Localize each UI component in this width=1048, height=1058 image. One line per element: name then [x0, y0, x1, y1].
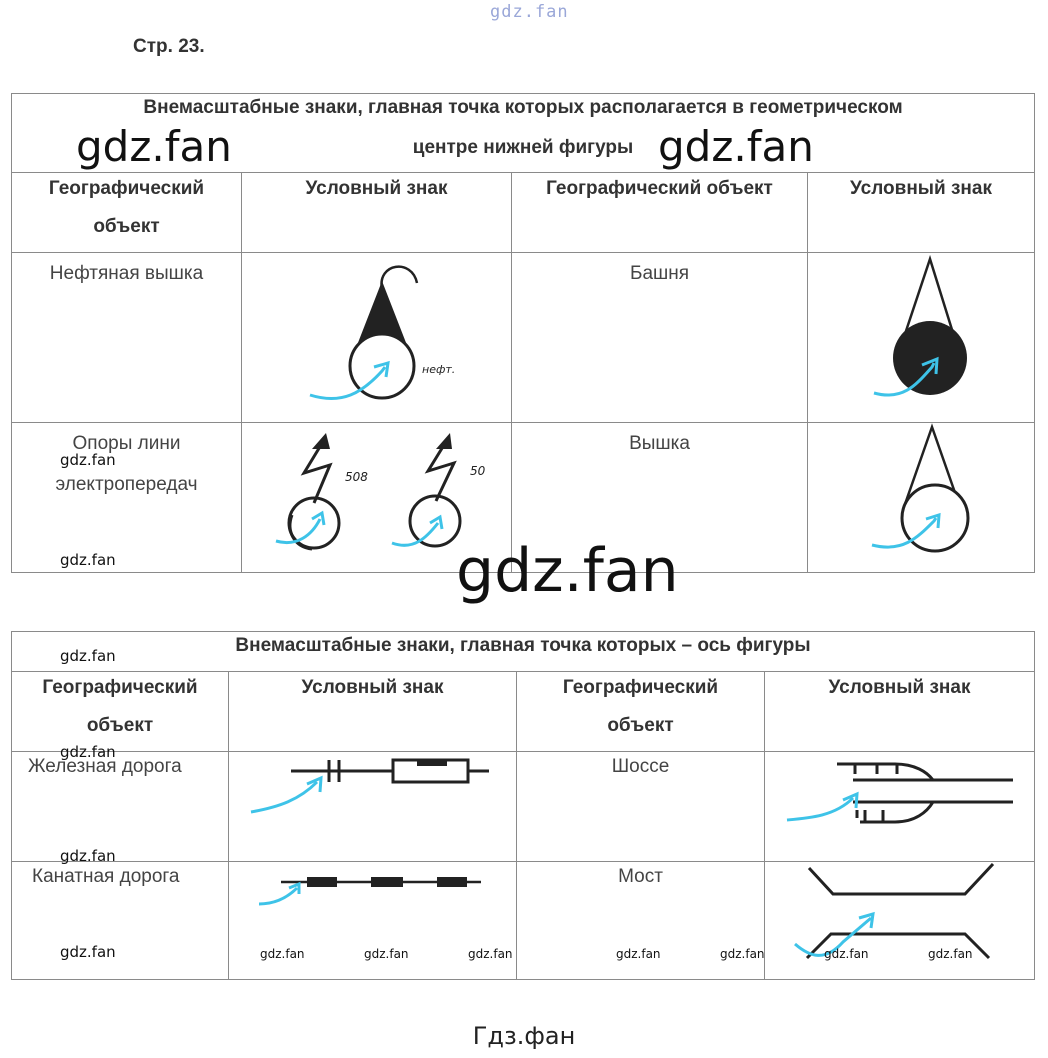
tower-symbol-cell [808, 253, 1035, 423]
table2-caption-text: Внемасштабные знаки, главная точка которых – ось фигуры [235, 635, 811, 656]
pylon-label-b: 50 [470, 464, 486, 478]
row-oil-rig-name [12, 253, 242, 423]
bridge-symbol [765, 862, 1035, 980]
header-object-line1: Географический [42, 677, 198, 698]
watermark: gdz.fan [468, 947, 513, 961]
watchtower-symbol-cell [808, 423, 1035, 573]
object-name-line1: Опоры лини [72, 433, 181, 454]
footer-text: Гдз.фан [472, 1022, 576, 1050]
row-bridge-name [517, 862, 765, 980]
cableway-symbol [229, 862, 517, 980]
watchtower-symbol [808, 423, 1035, 573]
railway-symbol [229, 752, 517, 862]
oil-label: нефт. [422, 363, 456, 376]
row-highway-name [517, 752, 765, 862]
watermark: gdz.fan [824, 947, 869, 961]
watermark: gdz.fan [60, 943, 116, 961]
table2-header-symbol-left [229, 672, 517, 752]
table1-caption-line2: центре нижней фигуры [412, 137, 634, 158]
watermark: gdz.fan [658, 122, 814, 171]
page-label: Стр. 23. [133, 36, 205, 57]
bridge-symbol-cell [765, 862, 1035, 980]
table2-header-object-left [12, 672, 229, 752]
table1-header-symbol-left [242, 173, 512, 253]
watermark: gdz.fan [260, 947, 305, 961]
object-name: Нефтяная вышка [49, 263, 204, 284]
watermark: gdz.fan [60, 743, 116, 761]
table1-caption-line1: Внемасштабные знаки, главная точка которых располагается в геометрическом [143, 97, 903, 118]
watermark: gdz.fan [76, 122, 232, 171]
oil-rig-symbol-cell [242, 253, 512, 423]
object-name: Башня [629, 263, 690, 284]
row-cableway-name [12, 862, 229, 980]
watermark: gdz.fan [364, 947, 409, 961]
table2-header-symbol-right [765, 672, 1035, 752]
tower-symbol [808, 253, 1035, 423]
table2-header-object-right [517, 672, 765, 752]
highway-symbol-cell [765, 752, 1035, 862]
header-object-full: Географический объект [546, 178, 773, 199]
object-name: Вышка [629, 433, 690, 454]
table2-caption [12, 632, 1035, 672]
header-symbol: Условный знак [305, 178, 448, 199]
watermark: gdz.fan [456, 536, 679, 606]
header-symbol: Условный знак [828, 677, 971, 698]
row-power-line-name [12, 423, 242, 573]
object-name-line2: электропередач [55, 474, 198, 495]
object-name: Канатная дорога [32, 866, 180, 887]
watermark: gdz.fan [616, 947, 661, 961]
object-name: Шоссе [611, 756, 670, 777]
cableway-symbol-cell [229, 862, 517, 980]
watermark: gdz.fan [928, 947, 973, 961]
watermark: gdz.fan [60, 451, 116, 469]
object-name: Мост [618, 866, 663, 887]
oil-rig-symbol [242, 253, 512, 423]
watermark: gdz.fan [60, 647, 116, 665]
watermark: gdz.fan [60, 847, 116, 865]
header-object-line1: Географический [48, 178, 205, 199]
header-object-line2: объект [86, 715, 154, 736]
railway-symbol-cell [229, 752, 517, 862]
header-object-line2: объект [93, 216, 160, 237]
watermark: gdz.fan [60, 551, 116, 569]
table-axis-symbols [11, 631, 1035, 980]
row-tower-name [512, 253, 808, 423]
header-symbol: Условный знак [301, 677, 444, 698]
highway-symbol [765, 752, 1035, 862]
table1-header-object-left [12, 173, 242, 253]
table1-header-object-right [512, 173, 808, 253]
header-object-line2: объект [607, 715, 674, 736]
top-watermark: gdz.fan [490, 2, 569, 22]
header-symbol: Условный знак [850, 178, 992, 199]
header-object-line1: Географический [562, 677, 719, 698]
watermark: gdz.fan [720, 947, 765, 961]
table1-header-symbol-right [808, 173, 1035, 253]
row-railway-name [12, 752, 229, 862]
pylon-label-a: 508 [345, 470, 368, 484]
object-name: Железная дорога [28, 756, 182, 777]
